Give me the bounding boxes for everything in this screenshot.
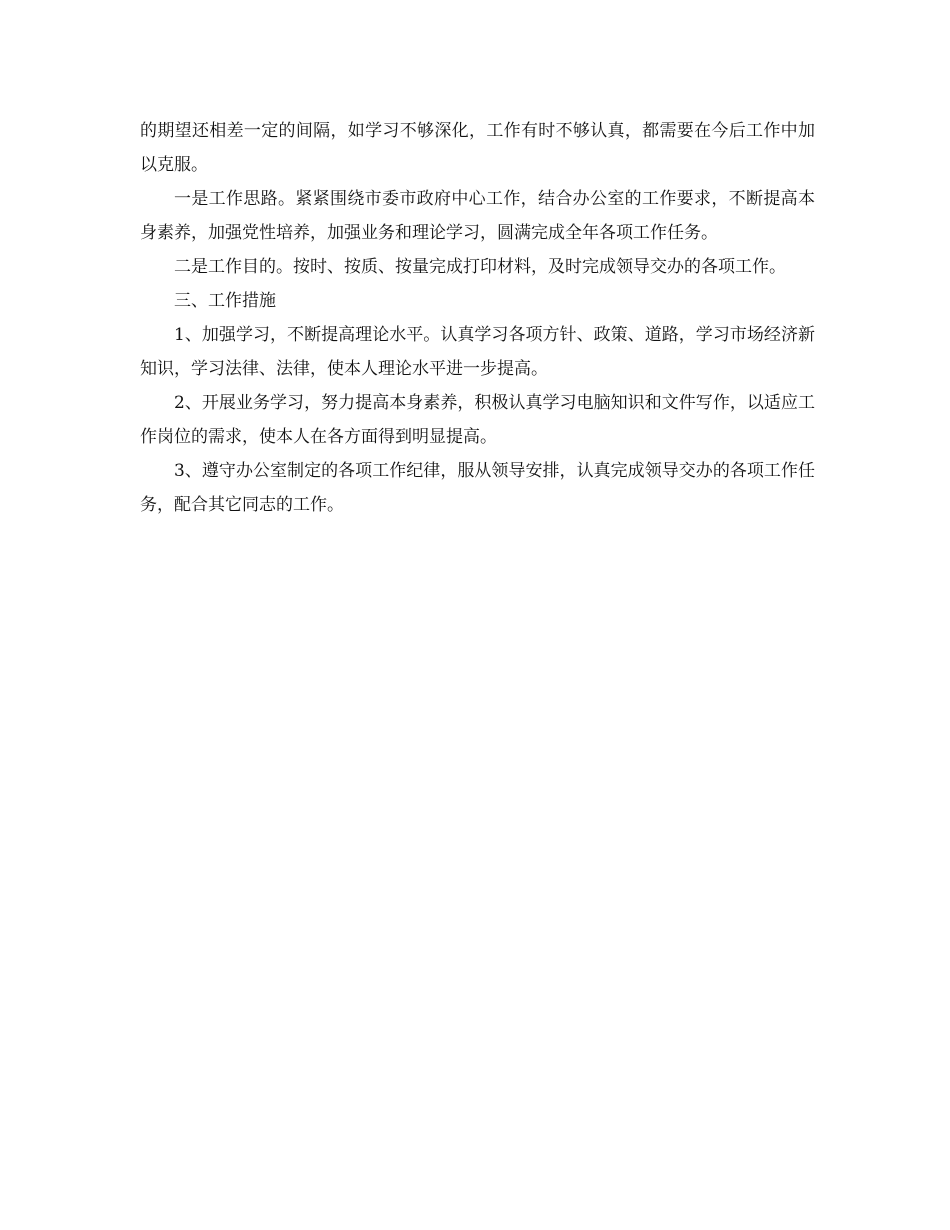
paragraph-work-approach: 一是工作思路。紧紧围绕市委市政府中心工作，结合办公室的工作要求，不断提高本身素养，加强党性培养，加强业务和理论学习，圆满完成全年各项工作任务。 bbox=[140, 189, 815, 243]
section-heading-measures: 三、工作措施 bbox=[174, 291, 276, 311]
paragraph-measure-3: 3、遵守办公室制定的各项工作纪律，服从领导安排，认真完成领导交办的各项工作任务，配合其它同志的工作。 bbox=[140, 461, 815, 515]
document-page bbox=[140, 114, 815, 522]
paragraph-measure-1: 1、加强学习，不断提高理论水平。认真学习各项方针、政策、道路，学习市场经济新知识，学习法律、法律，使本人理论水平进一步提高。 bbox=[140, 325, 815, 379]
paragraph-measure-2: 2、开展业务学习，努力提高本身素养，积极认真学习电脑知识和文件写作，以适应工作岗位的需求，使本人在各方面得到明显提高。 bbox=[140, 393, 815, 447]
paragraph-continuation: 的期望还相差一定的间隔，如学习不够深化，工作有时不够认真，都需要在今后工作中加以克服。 bbox=[140, 121, 815, 175]
paragraph-work-goal: 二是工作目的。按时、按质、按量完成打印材料，及时完成领导交办的各项工作。 bbox=[174, 257, 786, 277]
